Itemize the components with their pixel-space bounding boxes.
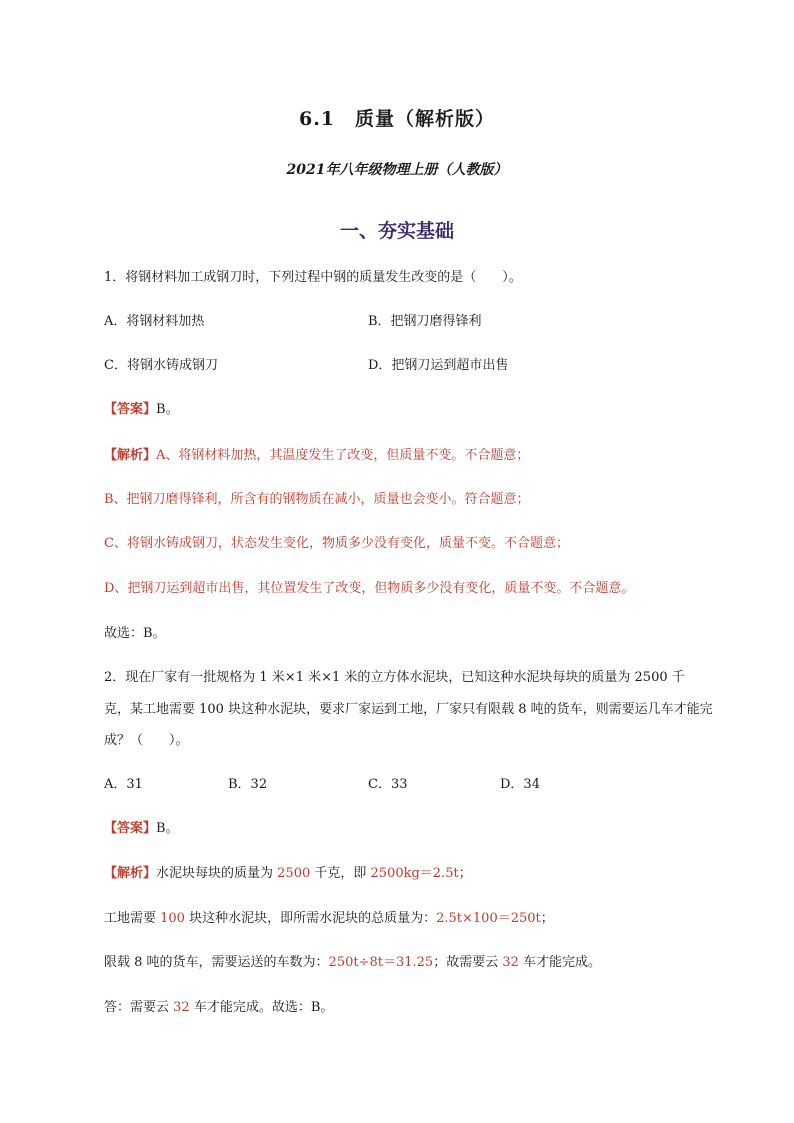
q2-analysis-1d: 2500kg＝2.5t [370, 866, 459, 881]
q2-analysis-1a: 水泥块每块的质量为 [156, 866, 278, 881]
q1-analysis-3: C、将钢水铸成钢刀，状态发生变化，物质多少没有变化，质量不变。不合题意； [104, 536, 569, 551]
q2-analysis-tag: 【解析】 [104, 866, 157, 881]
section-heading: 一、夯实基础 [339, 220, 454, 242]
q2-option-b: B．32 [228, 777, 268, 792]
q1-option-c: C．将钢水铸成钢刀 [104, 358, 218, 373]
q1-option-d: D．把钢刀运到超市出售 [368, 358, 509, 373]
q2-answer-tag: 【答案】 [104, 821, 157, 836]
q2-analysis-2d: 2.5t×100＝250t [436, 911, 541, 926]
q1-answer-tag: 【答案】 [104, 402, 157, 417]
q2-analysis-1b: 2500 [277, 866, 311, 881]
q1-analysis-tag: 【解析】 [104, 448, 157, 463]
q1-analysis-1 [104, 446, 529, 466]
q2-answer-text: B。 [156, 821, 179, 836]
q2-stem-line-3: 成？（ ）。 [104, 733, 189, 748]
q1-option-a: A．将钢材料加热 [104, 314, 205, 329]
q2-analysis-2c: 块这种水泥块，即所需水泥块的总质量为： [184, 911, 437, 926]
q1-analysis-2: B、把钢刀磨得锋利，所含有的钢物质在减小，质量也会变小。符合题意； [104, 492, 530, 507]
q2-analysis-3b: 250t÷8t＝31.25 [328, 955, 434, 970]
q2-analysis-3 [104, 953, 601, 973]
q1-answer [104, 400, 179, 420]
q2-analysis-1c: 千克，即 [310, 866, 371, 881]
q2-final-answer [104, 998, 333, 1018]
q1-analysis-4: D、把钢刀运到超市出售，其位置发生了改变，但物质多少没有变化，质量不变。不合题意。 [104, 581, 635, 596]
q2-answer [104, 819, 179, 839]
q2-final-a: 答：需要云 [104, 1000, 174, 1015]
q2-analysis-1e: ； [458, 866, 472, 881]
q2-option-d: D．34 [500, 777, 540, 792]
q2-analysis-2a: 工地需要 [104, 911, 161, 926]
q2-final-b: 32 [173, 1000, 190, 1015]
q2-stem-line-2: 克，某工地需要 100 块这种水泥块，要求厂家运到工地，厂家只有限载 8 吨的货车，则需要运几车才能完 [104, 702, 713, 717]
q2-analysis-2b: 100 [160, 911, 185, 926]
document-title: 6.1 质量（解析版） [298, 108, 496, 130]
q2-analysis-3c: ；故需要云 [433, 955, 503, 970]
q2-analysis-3e: 车才能完成。 [518, 955, 602, 970]
q1-answer-text: B。 [156, 402, 179, 417]
q1-stem: 1．将钢材料加工成钢刀时，下列过程中钢的质量发生改变的是（ ）。 [104, 270, 522, 285]
q2-analysis-3a: 限载 8 吨的货车，需要运送的车数为： [104, 955, 329, 970]
q2-analysis-2 [104, 909, 554, 929]
q2-final-c: 车才能完成。故选：B。 [189, 1000, 334, 1015]
document-subtitle: 2021年八年级物理上册（人教版） [286, 162, 508, 178]
q2-option-a: A．31 [104, 777, 143, 792]
q1-choice: 故选：B。 [104, 626, 166, 641]
q1-analysis-text-1: A、将钢材料加热，其温度发生了改变，但质量不变。不合题意； [156, 448, 530, 463]
q2-option-c: C．33 [368, 777, 408, 792]
q2-analysis-3d: 32 [502, 955, 519, 970]
q2-analysis-1 [104, 864, 472, 884]
q2-analysis-2e: ； [540, 911, 554, 926]
q1-option-b: B．把钢刀磨得锋利 [368, 314, 482, 329]
q2-stem-line-1: 2．现在厂家有一批规格为 1 米×1 米×1 米的立方体水泥块，已知这种水泥块每块的质量为 2500 千 [104, 670, 685, 685]
